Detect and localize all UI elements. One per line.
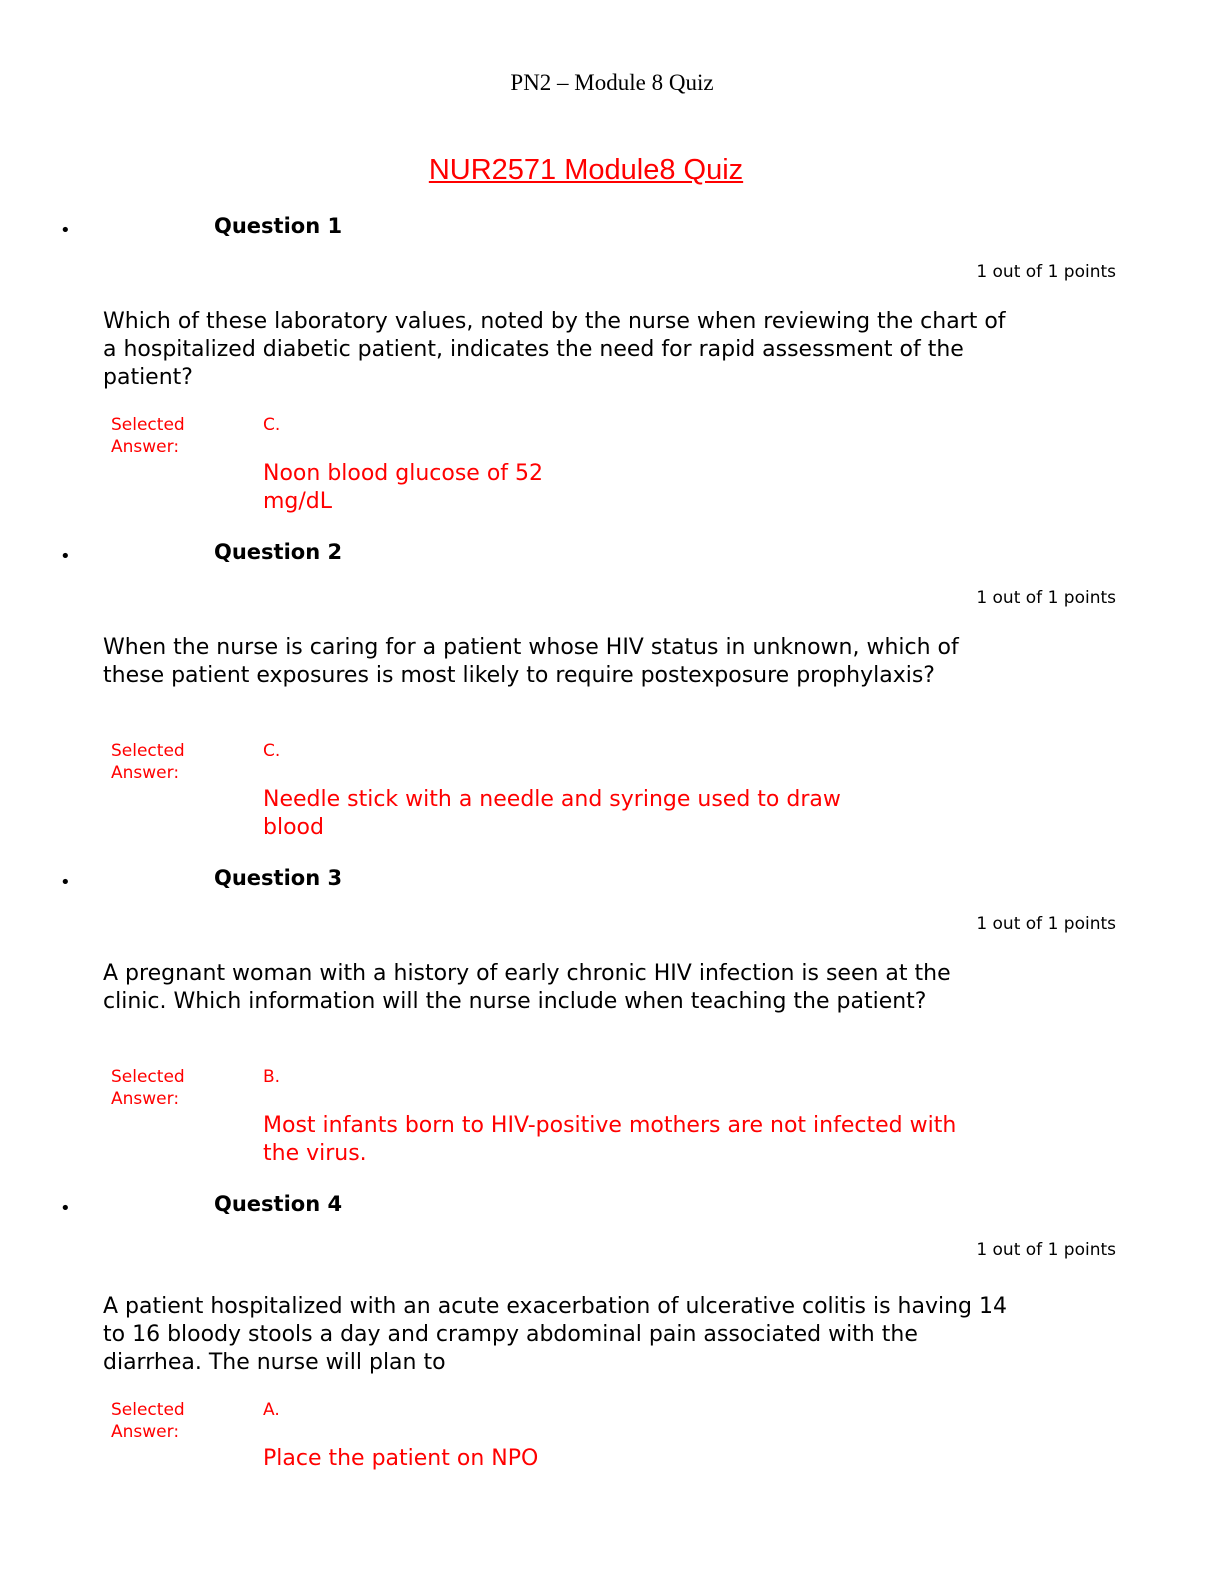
question-title: Question 2	[214, 540, 343, 564]
selected-answer-letter: C.	[263, 741, 281, 761]
question-points: 1 out of 1 points	[976, 1240, 1116, 1260]
question-text: Which of these laboratory values, noted by the nurse when reviewing the chart of a hospitalized diabetic patient, indicates the need for rapid assessment of the patient?	[103, 309, 1006, 390]
selected-answer-label: Selected Answer:	[111, 415, 185, 457]
selected-answer-text: Place the patient on NPO	[263, 1446, 539, 1471]
document-title: NUR2571 Module8 Quiz	[428, 154, 744, 186]
question-points: 1 out of 1 points	[976, 262, 1116, 282]
page-header: PN2 – Module 8 Quiz	[510, 70, 714, 95]
question-points: 1 out of 1 points	[976, 914, 1116, 934]
selected-answer-letter: B.	[263, 1067, 281, 1087]
bullet: •	[60, 872, 71, 893]
question-text: A pregnant woman with a history of early chronic HIV infection is seen at the clinic. Which information will the nurse include when teaching the patient?	[103, 961, 951, 1014]
question-title: Question 1	[214, 214, 343, 238]
question-points: 1 out of 1 points	[976, 588, 1116, 608]
question-title: Question 3	[214, 866, 343, 890]
question-text: A patient hospitalized with an acute exacerbation of ulcerative colitis is having 14 to 16 bloody stools a day and crampy abdominal pain associated with the diarrhea. The nurse will plan to	[103, 1294, 1007, 1375]
question-text: When the nurse is caring for a patient whose HIV status in unknown, which of these patient exposures is most likely to require postexposure prophylaxis?	[103, 635, 959, 688]
selected-answer-text: Needle stick with a needle and syringe used to draw blood	[263, 787, 841, 840]
question-title: Question 4	[214, 1192, 343, 1216]
bullet: •	[60, 220, 71, 241]
selected-answer-label: Selected Answer:	[111, 741, 185, 783]
selected-answer-label: Selected Answer:	[111, 1400, 185, 1442]
selected-answer-text: Noon blood glucose of 52 mg/dL	[263, 461, 544, 514]
selected-answer-letter: A.	[263, 1400, 280, 1420]
selected-answer-label: Selected Answer:	[111, 1067, 185, 1109]
bullet: •	[60, 1198, 71, 1219]
selected-answer-text: Most infants born to HIV-positive mothers are not infected with the virus.	[263, 1113, 957, 1166]
bullet: •	[60, 546, 71, 567]
selected-answer-letter: C.	[263, 415, 281, 435]
